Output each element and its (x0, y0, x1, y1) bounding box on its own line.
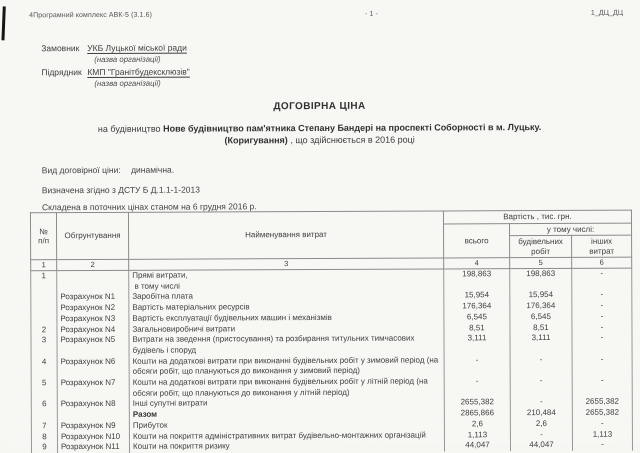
row-num-cell (31, 410, 57, 421)
row-num-cell: 7 (31, 421, 57, 432)
col-header-construction: будівельних робіт (510, 235, 572, 257)
total-cell: - (444, 376, 510, 398)
basis-cell: Розрахунок N5 (57, 335, 129, 357)
price-type-value: динамічна. (131, 164, 175, 175)
table-row (31, 354, 632, 378)
col-number: 1 (31, 260, 57, 271)
construction-cost-cell: - (510, 376, 572, 398)
construction-object-tail: , що здійснюється в 2016 році (290, 134, 415, 145)
expense-name-cell: Загальновиробничі витрати (129, 323, 444, 335)
col-number: 4 (444, 258, 510, 269)
contractor-label: Підрядник (41, 67, 82, 78)
expense-name-cell: Прибуток (129, 419, 444, 431)
expense-name-cell: Кошти на покриття адміністративних витрат будівельно-монтажних організацій (129, 430, 444, 442)
document-title: ДОГОВІРНА ЦІНА (273, 100, 366, 113)
construction-object-line (70, 122, 570, 147)
customer-name: УКБ Луцької міської ради (87, 42, 187, 54)
other-cost-cell: - (572, 354, 632, 376)
table-row (31, 333, 632, 357)
row-num-cell: 5 (31, 378, 57, 400)
construction-prefix: на будівництво (97, 123, 164, 134)
construction-cost-cell: 6,545 (510, 312, 572, 323)
row-num-cell: 3 (31, 335, 57, 357)
table-row (31, 440, 632, 453)
total-cell: 2655,382 (444, 398, 510, 409)
other-cost-cell: - (572, 418, 632, 429)
total-cell: 198,863 (444, 269, 510, 291)
basis-cell (57, 270, 129, 292)
other-cost-cell: - (572, 322, 632, 333)
parties-block (41, 42, 190, 91)
row-num-cell: 8 (31, 432, 57, 443)
other-cost-cell: - (572, 290, 632, 301)
col-header-cost-group: Вартість , тис. грн. (443, 210, 631, 223)
row-num-cell: 2 (31, 325, 57, 336)
construction-cost-cell: 15,954 (510, 290, 572, 301)
contractor-row (41, 66, 190, 79)
row-num-cell: 1 (31, 271, 57, 293)
basis-cell (57, 410, 129, 421)
total-cell: 1,113 (444, 430, 510, 441)
col-header-total: всього (444, 223, 510, 258)
total-cell: 8,51 (444, 323, 510, 334)
total-cell: - (444, 355, 510, 377)
other-cost-cell: - (572, 440, 632, 451)
expense-name-cell: Кошти на покриття ризику (129, 441, 444, 453)
total-cell: 2865,866 (444, 408, 510, 419)
other-cost-cell: - (572, 376, 632, 398)
col-header-basis: Обгрунтування (56, 212, 128, 259)
cost-table (30, 210, 633, 453)
basis-cell: Розрахунок N3 (57, 314, 129, 325)
construction-cost-cell: 198,863 (510, 268, 572, 290)
col-number: 3 (129, 258, 444, 270)
basis-cell: Розрахунок N8 (57, 399, 129, 410)
construction-cost-cell: 176,364 (510, 301, 572, 312)
construction-cost-cell: - (510, 429, 572, 440)
basis-cell: Розрахунок N9 (57, 421, 129, 432)
standard-reference-line: Визначена згідно з ДСТУ Б Д.1.1-1-2013 (41, 184, 201, 196)
row-num-cell (31, 303, 57, 314)
total-cell: 176,364 (444, 301, 510, 312)
page-number: - 1 - (364, 10, 378, 18)
print-header (29, 10, 623, 20)
construction-cost-cell: - (510, 397, 572, 408)
expense-name-cell: Заробітна плата (129, 291, 444, 303)
row-num-cell: 6 (31, 400, 57, 411)
basis-cell: Розрахунок N6 (57, 356, 129, 378)
expense-name-cell: Витрати на зведення (пристосування) та розбирання титульних тимчасових будівель і споруд (129, 334, 444, 357)
other-cost-cell: - (572, 311, 632, 322)
basis-cell: Розрахунок N2 (57, 303, 129, 314)
col-number: 5 (510, 257, 572, 268)
total-cell: 44,047 (444, 440, 510, 451)
col-number: 6 (572, 257, 632, 268)
other-cost-cell: - (572, 268, 632, 290)
row-num-cell (31, 314, 57, 325)
construction-cost-cell: 8,51 (510, 322, 572, 333)
scan-artifact-mark (1, 6, 5, 40)
table-row (31, 268, 632, 293)
total-cell: 6,545 (444, 312, 510, 323)
other-cost-cell: 2655,382 (572, 408, 632, 419)
compiled-date-line: Складена в поточних цінах станом на 6 грудня 2016 р. (41, 201, 257, 213)
document-code: 1_ДЦ_ДЦ (590, 9, 624, 17)
construction-cost-cell: 2,6 (510, 419, 572, 430)
basis-cell: Розрахунок N7 (57, 378, 129, 400)
customer-org-note: (назва організації) (94, 54, 161, 64)
expense-name-cell: Кошти на додаткові витрати при виконанні будівельних робіт у зимовий період (на обсяги робіт, що плануються до виконання у зимовий період) (129, 355, 444, 378)
total-cell: 15,954 (444, 291, 510, 302)
col-header-num: № п/п (30, 213, 56, 260)
construction-object-name: Нове будівництво пам'ятника Степану Бандері на проспекті Соборності в м. Луцьку. (Коригування) (163, 122, 542, 145)
table-row (31, 376, 632, 400)
price-type-line (42, 165, 174, 176)
expense-name-cell: Прямі витрати, в тому числі (129, 269, 444, 292)
other-cost-cell: - (572, 333, 632, 355)
expense-name-cell: Інші супутні витрати (129, 398, 444, 410)
basis-cell: Розрахунок N1 (57, 292, 129, 303)
col-number: 2 (57, 259, 129, 270)
contractor-org-note: (назва організації) (94, 78, 161, 88)
col-header-other: інших витрат (572, 235, 632, 257)
other-cost-cell: - (572, 301, 632, 312)
row-num-cell: 4 (31, 357, 57, 379)
expense-name-cell: Вартість експлуатації будівельних машин і механізмів (129, 312, 444, 324)
total-cell: 3,111 (444, 333, 510, 355)
construction-cost-cell: 210,484 (510, 408, 572, 419)
col-header-including: у тому числі: (510, 223, 632, 236)
customer-label: Замовник (41, 43, 80, 54)
expense-name-cell: Вартість матеріальних ресурсів (129, 302, 444, 314)
expense-name-cell: Разом (129, 409, 444, 421)
program-version-label: 4Програмний комплекс АВК-5 (3.1.6) (29, 11, 153, 20)
price-type-label: Вид договірної ціни: (41, 164, 121, 176)
basis-cell: Розрахунок N10 (57, 431, 129, 442)
row-num-cell: 9 (31, 442, 57, 453)
construction-cost-cell: - (510, 355, 572, 377)
other-cost-cell: 2655,382 (572, 397, 632, 408)
other-cost-cell: 1,113 (572, 429, 632, 440)
contractor-name: КМП "Гранітбудексклюзів" (87, 66, 190, 78)
customer-row (41, 42, 190, 55)
total-cell: 2,6 (444, 419, 510, 430)
basis-cell: Розрахунок N4 (57, 324, 129, 335)
construction-cost-cell: 44,047 (510, 440, 572, 451)
basis-cell: Розрахунок N11 (57, 442, 129, 453)
col-header-name: Найменування витрат (128, 211, 443, 259)
expense-name-cell: Кошти на додаткові витрати при виконанні будівельних робіт у літній період (на обсяги робіт, що плануються до виконання у літній період) (129, 376, 444, 399)
construction-cost-cell: 3,111 (510, 333, 572, 355)
row-num-cell (31, 293, 57, 304)
